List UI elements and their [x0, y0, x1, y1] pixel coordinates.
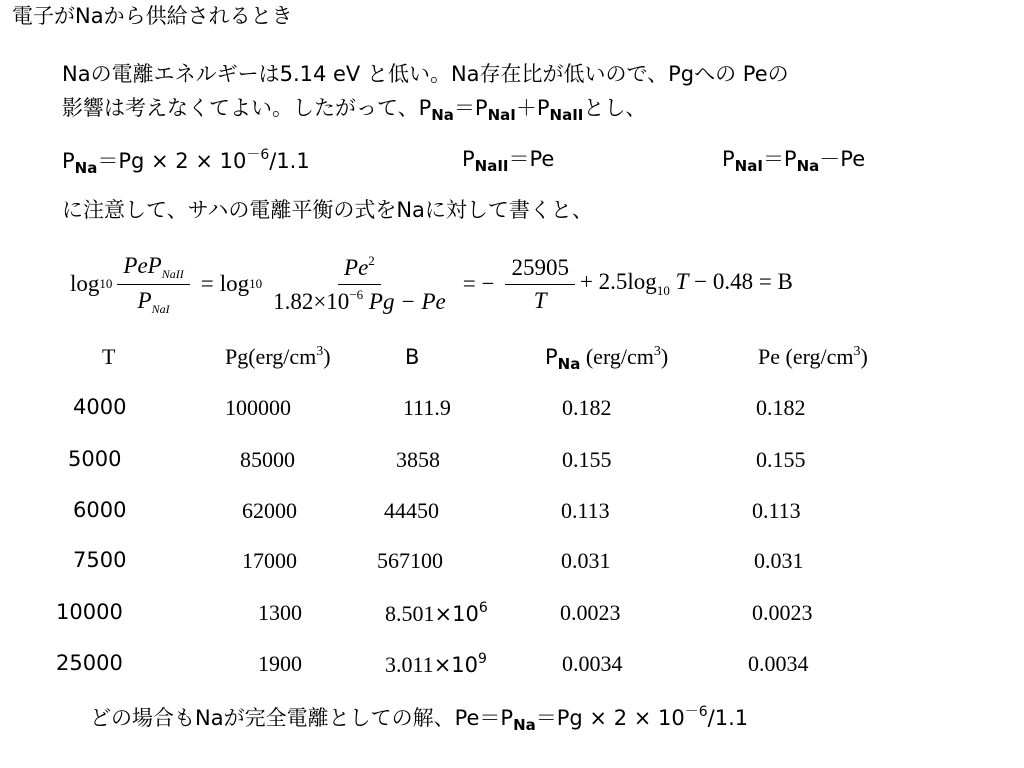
conclusion-line	[90, 704, 748, 734]
text: 8.501	[385, 601, 435, 626]
page-title: 電子がNaから供給されるとき	[12, 4, 293, 28]
text: Pg(erg/cm	[225, 344, 317, 369]
superscript: 3	[316, 344, 324, 359]
text: P	[722, 147, 735, 171]
header-pna	[545, 344, 668, 373]
table-cell-pna: 0.113	[561, 498, 610, 523]
subscript: NaII	[549, 106, 584, 124]
text: − 0.48 = B	[694, 269, 793, 294]
text: ＝Pg × 2 × 10	[535, 706, 685, 730]
superscript: 2	[368, 252, 375, 268]
definition-pna	[62, 147, 310, 177]
table-cell-pe: 0.113	[752, 498, 801, 523]
text: P	[462, 147, 475, 171]
denominator: T	[533, 287, 547, 313]
header-t: T	[102, 344, 116, 369]
table-cell-t: 25000	[56, 651, 123, 675]
log-text: log	[219, 271, 250, 296]
subscript: Na	[74, 159, 98, 177]
text: ＋P	[515, 96, 550, 120]
text: 3.011	[385, 652, 434, 677]
subscript: Na	[513, 716, 536, 734]
table-cell-b: 111.9	[403, 395, 451, 420]
text: P	[62, 149, 75, 173]
subscript: Na	[557, 355, 581, 373]
table-cell-pe: 0.0034	[748, 651, 809, 676]
table-cell-pg: 17000	[242, 548, 297, 573]
subscript: Na	[796, 157, 820, 175]
header-pe	[758, 344, 868, 370]
text: /1.1	[707, 706, 749, 730]
text: Pe	[344, 254, 369, 280]
text: ＝P	[453, 96, 488, 120]
numerator	[338, 253, 381, 285]
text: )	[323, 344, 331, 369]
text: ×10	[434, 602, 479, 626]
table-cell-pna: 0.031	[561, 548, 611, 573]
subscript: NaII	[161, 267, 184, 282]
definition-pnaii	[462, 147, 554, 175]
superscript: 9	[478, 651, 487, 667]
superscript: −6	[349, 286, 364, 302]
text: Pg − Pe	[368, 288, 446, 314]
table-cell-pna: 0.182	[562, 395, 612, 420]
header-pg	[225, 344, 331, 370]
fraction-middle	[267, 253, 452, 315]
text: + 2.5log	[579, 269, 657, 294]
text: ＝Pg × 2 × 10	[97, 149, 247, 173]
text: －Pe	[819, 147, 866, 171]
subscript: NaI	[734, 157, 763, 175]
table-cell-t: 6000	[73, 498, 127, 522]
fraction-left	[117, 252, 189, 316]
subscript: NaI	[487, 106, 516, 124]
text: ＝Pe	[508, 147, 555, 171]
log-base: 10	[99, 276, 113, 291]
table-cell-pe: 0.182	[756, 395, 806, 420]
table-cell-b: 44450	[384, 498, 439, 523]
table-cell-b: 3858	[396, 447, 440, 472]
table-cell-t: 5000	[68, 447, 122, 471]
table-cell-t: 7500	[73, 548, 127, 572]
table-cell-pna: 0.155	[562, 447, 612, 472]
log-base: 10	[249, 276, 263, 291]
numerator: 25905	[505, 254, 575, 285]
text: )	[860, 344, 868, 369]
text: ＝P	[762, 147, 797, 171]
definition-pnai	[722, 147, 865, 175]
superscript: 3	[853, 344, 861, 359]
table-cell-pg: 62000	[242, 498, 297, 523]
table-cell-t: 4000	[73, 395, 127, 419]
table-cell-pna: 0.0034	[562, 651, 623, 676]
paragraph-line-2	[62, 96, 646, 124]
text: P	[137, 287, 152, 313]
table-cell-pg: 85000	[240, 447, 295, 472]
text: 影響は考えなくてよい。したがって、P	[62, 96, 432, 120]
table-cell-pe: 0.031	[754, 548, 804, 573]
table-cell-b	[385, 651, 487, 678]
text: /1.1	[269, 149, 310, 173]
paragraph-line-1: Naの電離エネルギーは5.14 eV と低い。Na存在比が低いので、Pgへの Peの	[62, 62, 789, 86]
subscript: NaII	[474, 157, 509, 175]
table-cell-t: 10000	[56, 600, 123, 624]
superscript: 6	[478, 600, 488, 616]
text: ×10	[433, 653, 479, 677]
table-cell-pg: 100000	[225, 395, 291, 420]
log-base: 10	[656, 283, 670, 298]
table-cell-pe: 0.155	[756, 447, 806, 472]
fraction-right	[505, 254, 575, 314]
log-text: log	[70, 271, 100, 296]
text: 1.82×10	[273, 288, 350, 314]
text: T	[675, 269, 689, 294]
superscript: －6	[246, 147, 270, 163]
table-cell-pna: 0.0023	[560, 600, 621, 625]
header-b: B	[405, 345, 420, 369]
text: )	[660, 344, 669, 369]
superscript: －6	[684, 704, 708, 720]
superscript: 3	[653, 344, 661, 359]
text: Pe (erg/cm	[758, 344, 854, 369]
denominator	[132, 285, 176, 316]
table-cell-b	[385, 600, 488, 627]
equals-sign: =	[200, 271, 214, 296]
text: (erg/cm	[580, 344, 654, 369]
table-cell-b: 567100	[377, 548, 443, 573]
table-cell-pe: 0.0023	[752, 600, 813, 625]
subscript: Na	[431, 106, 454, 124]
text: P	[545, 345, 558, 369]
text: PeP	[123, 253, 162, 279]
numerator	[117, 252, 189, 284]
paragraph-saha-intro: に注意して、サハの電離平衡の式をNaに対して書くと、	[62, 198, 593, 222]
table-cell-pg: 1900	[258, 651, 302, 676]
subscript: NaI	[151, 301, 170, 316]
text: とし、	[583, 96, 647, 120]
table-cell-pg: 1300	[258, 600, 302, 625]
saha-equation	[70, 246, 793, 322]
equation-tail	[580, 269, 793, 299]
denominator	[267, 285, 452, 316]
equals-minus: = −	[462, 271, 495, 296]
text: どの場合もNaが完全電離としての解、Pe＝P	[90, 706, 514, 730]
